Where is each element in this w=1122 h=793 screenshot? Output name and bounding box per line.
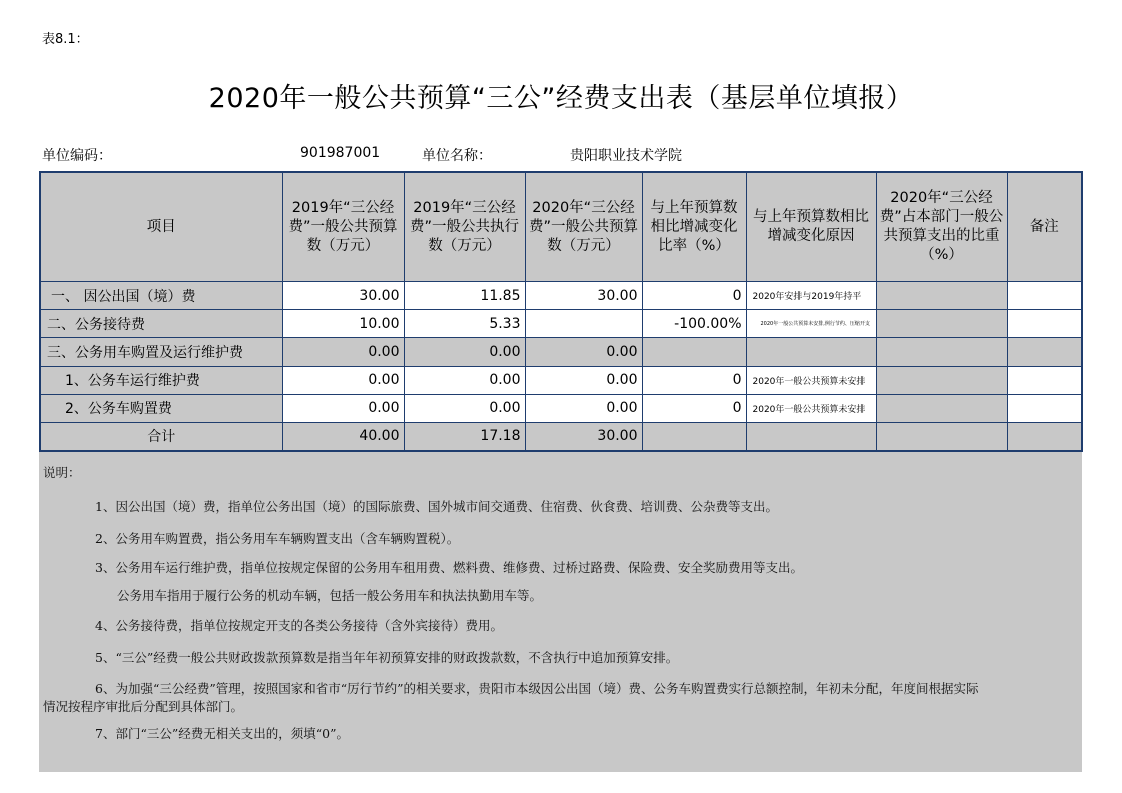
cell-remarks [1007, 310, 1082, 338]
note-item: 1、因公出国（境）费，指单位公务出国（境）的国际旅费、国外城市间交通费、住宿费、伙食费、培训费、公杂费等支出。 [95, 499, 778, 514]
row-item: 合计 [40, 422, 282, 451]
cell-change-reason: 2020年一般公共预算未安排 [746, 394, 876, 422]
unit-code-value: 901987001 [300, 145, 381, 161]
col-header-budget-2019: 2019年“三公经费”一般公共预算数（万元） [282, 172, 404, 282]
cell-share [876, 310, 1007, 338]
cell-change-reason: 2020年安排与2019年持平 [746, 282, 876, 310]
cell-change-ratio [642, 422, 746, 451]
cell-budget-2020 [525, 310, 642, 338]
note-item: 6、为加强“三公经费”管理，按照国家和省市“厉行节约”的相关要求，贵阳市本级因公出国（境）费、公务车购置费实行总额控制，年初未分配，年度间根据实际 [95, 681, 979, 696]
cell-exec-2019: 5.33 [404, 310, 525, 338]
cell-share [876, 422, 1007, 451]
table-row [40, 338, 1082, 366]
cell-budget-2020: 30.00 [525, 282, 642, 310]
cell-exec-2019: 0.00 [404, 338, 525, 366]
row-item: 1、公务车运行维护费 [40, 366, 282, 394]
row-item: 2、公务车购置费 [40, 394, 282, 422]
cell-change-ratio [642, 338, 746, 366]
table-row [40, 366, 1082, 394]
cell-budget-2019: 0.00 [282, 394, 404, 422]
table-reference: 表8.1： [42, 32, 89, 47]
note-item: 2、公务用车购置费，指公务用车车辆购置支出（含车辆购置税）。 [95, 531, 460, 546]
cell-change-reason [746, 338, 876, 366]
note-item: 7、部门“三公”经费无相关支出的，须填“0”。 [95, 726, 349, 741]
cell-exec-2019: 17.18 [404, 422, 525, 451]
col-header-change-ratio: 与上年预算数相比增减变化比率（%） [642, 172, 746, 282]
cell-budget-2020: 0.00 [525, 338, 642, 366]
unit-code-label: 单位编码： [42, 148, 112, 164]
cell-change-reason [746, 422, 876, 451]
col-header-remarks: 备注 [1007, 172, 1082, 282]
cell-share [876, 338, 1007, 366]
cell-exec-2019: 0.00 [404, 394, 525, 422]
table-row [40, 282, 1082, 310]
cell-remarks [1007, 282, 1082, 310]
cell-budget-2019: 40.00 [282, 422, 404, 451]
cell-remarks [1007, 366, 1082, 394]
cell-remarks [1007, 422, 1082, 451]
cell-change-ratio: 0 [642, 394, 746, 422]
cell-exec-2019: 11.85 [404, 282, 525, 310]
cell-remarks [1007, 394, 1082, 422]
table-total-row [40, 422, 1082, 451]
table-row [40, 394, 1082, 422]
unit-name-value: 贵阳职业技术学院 [570, 148, 682, 164]
unit-name-label: 单位名称： [422, 148, 492, 164]
col-header-share: 2020年“三公经费”占本部门一般公共预算支出的比重（%） [876, 172, 1007, 282]
cell-budget-2019: 0.00 [282, 366, 404, 394]
cell-change-reason: 2020年一般公共预算未安排 [746, 366, 876, 394]
cell-budget-2020: 30.00 [525, 422, 642, 451]
cell-change-reason: 2020年一般公共预算未安排,例行节约、压缩开支 [746, 310, 876, 338]
note-item: 5、“三公”经费一般公共财政拨款预算数是指当年年初预算安排的财政拨款数，不含执行中追加预算安排。 [95, 650, 679, 665]
row-item: 二、公务接待费 [40, 310, 282, 338]
page-title: 2020年一般公共预算“三公”经费支出表（基层单位填报） [208, 83, 914, 114]
cell-remarks [1007, 338, 1082, 366]
notes-panel [39, 452, 1082, 772]
cell-exec-2019: 0.00 [404, 366, 525, 394]
note-item: 4、公务接待费，指单位按规定开支的各类公务接待（含外宾接待）费用。 [95, 618, 503, 633]
cell-change-ratio: -100.00% [642, 310, 746, 338]
cell-budget-2019: 0.00 [282, 338, 404, 366]
table-row [40, 310, 1082, 338]
col-header-item: 项目 [40, 172, 282, 282]
cell-budget-2020: 0.00 [525, 394, 642, 422]
row-item: 三、公务用车购置及运行维护费 [40, 338, 282, 366]
note-item: 公务用车指用于履行公务的机动车辆，包括一般公务用车和执法执勤用车等。 [117, 588, 543, 603]
cell-budget-2019: 10.00 [282, 310, 404, 338]
table-header-row [40, 172, 1082, 282]
cell-change-ratio: 0 [642, 366, 746, 394]
col-header-exec-2019: 2019年“三公经费”一般公共执行数（万元） [404, 172, 525, 282]
cell-share [876, 394, 1007, 422]
row-item: 一、 因公出国（境）费 [40, 282, 282, 310]
note-item: 情况按程序审批后分配到具体部门。 [43, 699, 244, 714]
note-item: 3、公务用车运行维护费，指单位按规定保留的公务用车租用费、燃料费、维修费、过桥过路费、保险费、安全奖励费用等支出。 [95, 560, 803, 575]
col-header-budget-2020: 2020年“三公经费”一般公共预算数（万元） [525, 172, 642, 282]
cell-share [876, 366, 1007, 394]
col-header-change-reason: 与上年预算数相比增减变化原因 [746, 172, 876, 282]
cell-budget-2020: 0.00 [525, 366, 642, 394]
notes-heading: 说明： [43, 465, 81, 480]
budget-table [39, 171, 1083, 452]
cell-share [876, 282, 1007, 310]
cell-change-ratio: 0 [642, 282, 746, 310]
cell-budget-2019: 30.00 [282, 282, 404, 310]
